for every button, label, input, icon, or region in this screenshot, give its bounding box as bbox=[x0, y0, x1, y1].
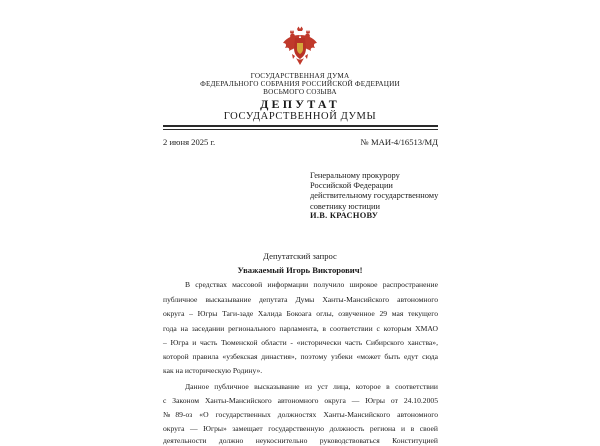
addressee-name: И.В. КРАСНОВУ bbox=[310, 211, 379, 220]
org-name-line-3: ВОСЬМОГО СОЗЫВА bbox=[263, 88, 337, 96]
body-line: В средствах массовой информации получило широкое распространение bbox=[185, 280, 438, 289]
body-line: публичное высказывание депутата Думы Ханты-Мансийского автономного bbox=[163, 295, 438, 304]
addressee-line: Генеральному прокурору bbox=[310, 171, 400, 180]
body-line: деятельности должно неукоснительно руководствоваться Конституцией bbox=[163, 436, 438, 445]
body-line: как на историческую Родину». bbox=[163, 366, 263, 375]
addressee-block bbox=[310, 171, 438, 212]
body-line: года на заседании регионального парламента, в соответствии с которым ХМАО bbox=[163, 324, 438, 333]
body-line: Данное публичное высказывание из уст лица, которое в соответствии bbox=[185, 382, 438, 391]
body-line: округа — Югры» замещает государственную должность региона и в своей bbox=[163, 424, 438, 433]
addressee-line: Российской Федерации bbox=[310, 181, 393, 191]
letterhead-title: ДЕПУТАТ bbox=[260, 97, 340, 111]
document-date: 2 июня 2025 г. bbox=[163, 137, 216, 147]
salutation: Уважаемый Игорь Викторович! bbox=[237, 265, 363, 275]
request-title: Депутатский запрос bbox=[263, 251, 337, 261]
letterhead-rule-thin bbox=[163, 129, 438, 130]
body-line: с Законом Ханты-Мансийского автономного округа — Югры от 24.10.2005 bbox=[163, 396, 438, 405]
body-line: – Югра и часть Тюменской области - «исторически часть Сибирского ханства», bbox=[163, 338, 438, 347]
document-number: № МАИ-4/16513/МД bbox=[360, 137, 438, 147]
addressee-line: действительному государственному bbox=[310, 191, 439, 201]
letterhead-rule-thick bbox=[163, 125, 438, 127]
org-name-line-1: ГОСУДАРСТВЕННАЯ ДУМА bbox=[250, 72, 350, 80]
addressee-line: советнику юстиции bbox=[310, 201, 380, 211]
body-line: №89-оз «О государственных должностях Ханты-Мансийского автономного bbox=[163, 410, 438, 419]
body-line: округа – Югры Таги-заде Халида Бокоага оглы, озвученное 29 мая текущего bbox=[163, 309, 438, 318]
letterhead-subtitle: ГОСУДАРСТВЕННОЙ ДУМЫ bbox=[223, 111, 377, 122]
double-headed-eagle-emblem-icon bbox=[282, 26, 318, 66]
org-name-line-2: ФЕДЕРАЛЬНОГО СОБРАНИЯ РОССИЙСКОЙ ФЕДЕРАЦИИ bbox=[200, 80, 400, 88]
body-line: которой правила «узбекская династия», поэтому узбеки «может быть едут сюда bbox=[163, 352, 438, 361]
